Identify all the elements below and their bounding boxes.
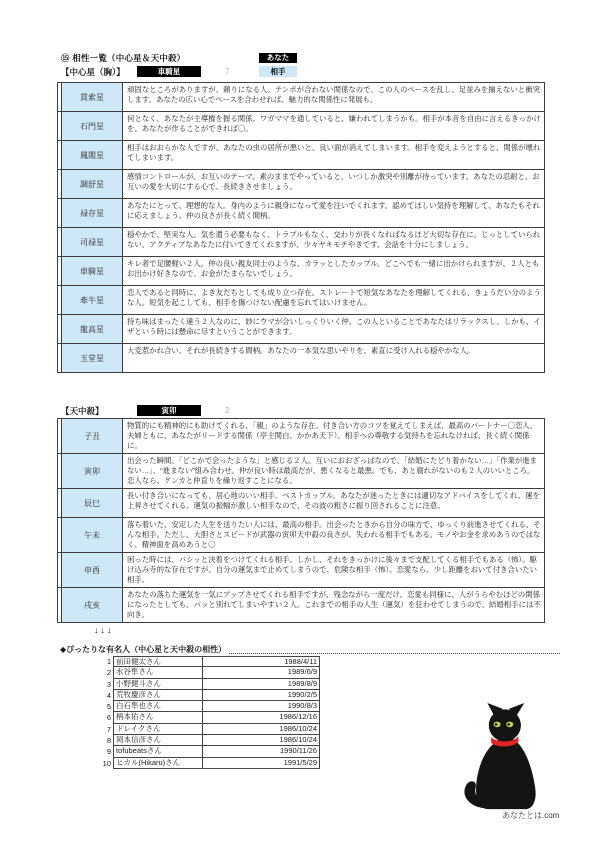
celebrity-rank: 9 [106, 747, 111, 757]
compatibility-text: 物質的にも精神的にも助けてくれる、「親」のような存在。付き合い方のコツを覚えてしまえば、最高のパートナー〇恋人、夫婦ともに、あなたがリードする関係（亭主関白、かかあ天下）。相手への尊敬する気持ちを忘れなければ、長く続く関係に。 [127, 421, 538, 450]
compatibility-text: 落ち着いた、安定した人生を送りたい人には、最高の相手。出会ったときから自分の味方で、ゆっくり前進させてくれる、そんな相手。ただし、大胆さとスピードが武器の寅卯天中殺の良さが、失われる相手でもある。モノやお金を求めあうのではなく、精神面を高めあうと〇 [127, 520, 541, 549]
celebrity-row [75, 690, 320, 701]
sign-label: 午未 [61, 518, 123, 552]
table-row [58, 489, 544, 518]
table-row [58, 286, 544, 315]
table-row [58, 257, 544, 286]
you-badge: あなた [259, 53, 297, 63]
tenchusatsu-table [57, 418, 545, 623]
table-row [58, 112, 544, 141]
celebrity-row [75, 667, 320, 678]
celebrity-rank: 5 [106, 702, 111, 712]
tenchusatsu-selected-badge: 寅卯 [137, 405, 201, 416]
compatibility-text: あなたの落ちた運気を一気にアップさせてくれる相手ですが、残念ながら一度だけ。恋愛も同様に、人がうらやむほどの関係になったとしても、パッと別れてしまいやすい２人。これまでの相手の人生（運気）を狂わせてしまうので、結婚相手には不向き。 [127, 590, 541, 619]
celebrity-name: 岡本信彦さん [113, 735, 202, 746]
compatibility-text: 困った時には、バシッと決着をつけてくれる相手。しかし、それをきっかけに後々まで支配してくる相手でもある（怖）。駆け込み寺的な存在ですが、自分の運気まで止めてしまうので、危険な相手（怖）。恋愛なら、少し距離をおいて付き合いたい相手。 [127, 555, 538, 584]
celebrity-birthdate: 1986/12/16 [202, 712, 320, 723]
celebrity-row [75, 701, 320, 712]
table-row [58, 588, 544, 622]
celebrity-birthdate: 1990/11/26 [202, 746, 320, 757]
compatibility-text: あなたにとって、理想的な人。身内のように親身になって愛を注いでくれます。認めてほしい気持を理解して、あなたもそれに応えましょう。仲の良さが長く続く間柄。 [127, 201, 540, 220]
celebrity-rank: 3 [106, 679, 111, 689]
sign-label: 戌亥 [61, 588, 123, 622]
table-row [58, 553, 544, 588]
center-star-table [57, 82, 545, 373]
celebrity-birthdate: 1986/10/24 [202, 724, 320, 735]
celebrity-rank: 10 [102, 758, 111, 768]
celebrities-heading-row [60, 644, 560, 655]
compatibility-text: 大変惹かれ合い、それが長続きする間柄。あなたの一本気な思いやりを、素直に受け入れる穏やかな人。 [127, 346, 475, 355]
celebrity-rank: 2 [106, 668, 111, 678]
partner-badge: 相手 [259, 66, 297, 77]
star-label: 玉堂星 [61, 344, 123, 372]
celebrity-rank: 1 [106, 657, 111, 666]
celebrity-birthdate: 1988/4/11 [202, 656, 320, 667]
celebrity-row [75, 656, 320, 667]
celebrity-name: ヒカル(Hikaru)さん [113, 758, 202, 769]
center-star-faint-number: 7 [225, 67, 230, 76]
celebrity-name: 小野健斗さん [113, 679, 202, 690]
compatibility-text: 感情コントロールが、お互いのテーマ。素のままでやっていると、いつしか激突や別離が待っています。あなたの忍耐と、お互いの愛を大切にする心で、長続きさせましょう。 [127, 172, 540, 191]
star-label: 貫索星 [61, 83, 123, 111]
star-label: 石門星 [61, 112, 123, 140]
compatibility-text: 出会った瞬間、「どこかで会ったような」と感じる２人。互いにおおざっぱなので、「結婚にたどり着かない…」「作業が進まない…」、“進まない”組み合わせ。仲が良い時は最高だが、悪くなると最悪。でも、あと腐れがないのも２人のいいところ。恋人なら、ケンカと仲直りを繰り返すことになる。 [127, 456, 538, 485]
table-row [58, 518, 544, 553]
celebrity-rank: 4 [106, 690, 111, 700]
celebrity-name: 荒牧慶彦さん [113, 690, 202, 701]
celebrity-birthdate: 1986/10/24 [202, 735, 320, 746]
sign-label: 申酉 [61, 553, 123, 587]
table-row [58, 170, 544, 199]
celebrity-row [75, 712, 320, 723]
celebrity-birthdate: 1991/5/29 [202, 758, 320, 769]
star-label: 調舒星 [61, 170, 123, 198]
celebrities-heading: ◆ぴったりな有名人（中心星と天中殺の相性） [60, 645, 227, 654]
tenchusatsu-section-label: 【天中殺】 [61, 406, 104, 416]
compatibility-text: 何となく、あなたが主導権を握る関係。ワガママを通していると、嫌われてしまうかも。相手が本音を自由に言えるきっかけを、あなたが作ることができれば〇。 [127, 114, 541, 133]
down-arrows: ↓↓↓ [94, 625, 114, 635]
star-label: 鳳閣星 [61, 141, 123, 169]
site-name: あなたとは.com [502, 811, 560, 820]
compatibility-text: 穏やかで、堅実な人。気を遣う必要もなく、トラブルもなく、交わりが長くなればなるほど大切な存在に。じっとしていられない、アクティブなあなたに付いてきてくれますが、少々ヤキモチやきです。会話を十分にしましょう。 [127, 230, 541, 249]
compatibility-text: 持ち味はまったく違う２人なのに、妙にウマが合いしっくりいく仲。この人といることであなたはリラックスし、しかも、イザという時には懸命に尽すということができます。 [127, 317, 541, 336]
tenchusatsu-faint-number: 2 [225, 406, 230, 415]
star-label: 龍高星 [61, 315, 123, 343]
compatibility-text: 長い付き合いになっても、居心地のいい相手。ベストカップル。あなたが迷ったときには適切なアドバイスをしてくれ、運を上昇させてくれる。運気の振幅が激しい相手なので、その波の粗さに振り回されることに注意。 [127, 491, 540, 510]
celebrity-name: 水谷隼さん [113, 667, 202, 678]
celebrity-birthdate: 1990/2/5 [202, 690, 320, 701]
celebrity-rank: 8 [106, 736, 111, 746]
star-label: 牽牛星 [61, 286, 123, 314]
sign-label: 子丑 [61, 419, 123, 453]
celebrity-rank: 6 [106, 713, 111, 723]
celebrity-row [75, 735, 320, 746]
sign-label: 寅卯 [61, 454, 123, 488]
celebrity-rank: 7 [106, 724, 111, 734]
celebrity-row [75, 758, 320, 769]
dotted-leader [229, 646, 560, 654]
center-star-section-label: 【中心星（胸）】 [61, 67, 125, 77]
star-label: 車騎星 [61, 257, 123, 285]
celebrity-name: ドレイクさん [113, 724, 202, 735]
celebrity-row [75, 679, 320, 690]
center-star-selected-badge: 車騎星 [137, 66, 201, 77]
celebrity-name: 前田健太さん [113, 656, 202, 667]
table-row [58, 344, 544, 372]
sign-label: 辰巳 [61, 489, 123, 517]
compatibility-text: 恋人であると同時に、よき友だちとしても成り立つ存在。ストレートで短気なあなたを理解してくれる、きょうだい分のような人。短気を起こしても、相手を傷つけない配慮を忘れてはいけません。 [127, 288, 541, 307]
table-row [58, 141, 544, 170]
table-row [58, 228, 544, 257]
star-label: 司禄星 [61, 228, 123, 256]
celebrity-name: 柄本佑さん [113, 712, 202, 723]
page-title: ⑮ 相性一覧（中心星＆天中殺） [61, 53, 186, 63]
table-row [58, 83, 544, 112]
compatibility-text: 頑固なところがありますが、頼りになる人。テンポが合わない関係なので、この人のペースを乱し、足並みを揃えないと衝突します。あなたの広い心でペースを合わせれば、魅力的な関係性に発展も。 [127, 85, 540, 104]
celebrity-name: tofubeatsさん [113, 746, 202, 757]
table-row [58, 199, 544, 228]
celebrity-row [75, 746, 320, 757]
celebrities-table [75, 656, 320, 769]
table-row [58, 454, 544, 489]
celebrity-row [75, 724, 320, 735]
celebrity-birthdate: 1989/8/9 [202, 679, 320, 690]
star-label: 禄存星 [61, 199, 123, 227]
compatibility-text: 相手はおおらかな人ですが、あなたの虫の居所が悪いと、良い面が消えてしまいます。相手を変えようとすると、関係が壊れてしまいます。 [127, 143, 541, 162]
celebrity-birthdate: 1990/8/3 [202, 701, 320, 712]
compatibility-text: キレ者で足腰軽い２人。仲の良い親友同士のような、カラッとしたカップル。どこへでも一緒に出かけられますが、２人ともお出かけ好きなので、お金がたまらないでしょう。 [127, 259, 540, 278]
black-cat-illustration [448, 703, 550, 815]
celebrity-name: 白石隼也さん [113, 701, 202, 712]
table-row [58, 419, 544, 454]
table-row [58, 315, 544, 344]
celebrity-birthdate: 1989/6/9 [202, 667, 320, 678]
